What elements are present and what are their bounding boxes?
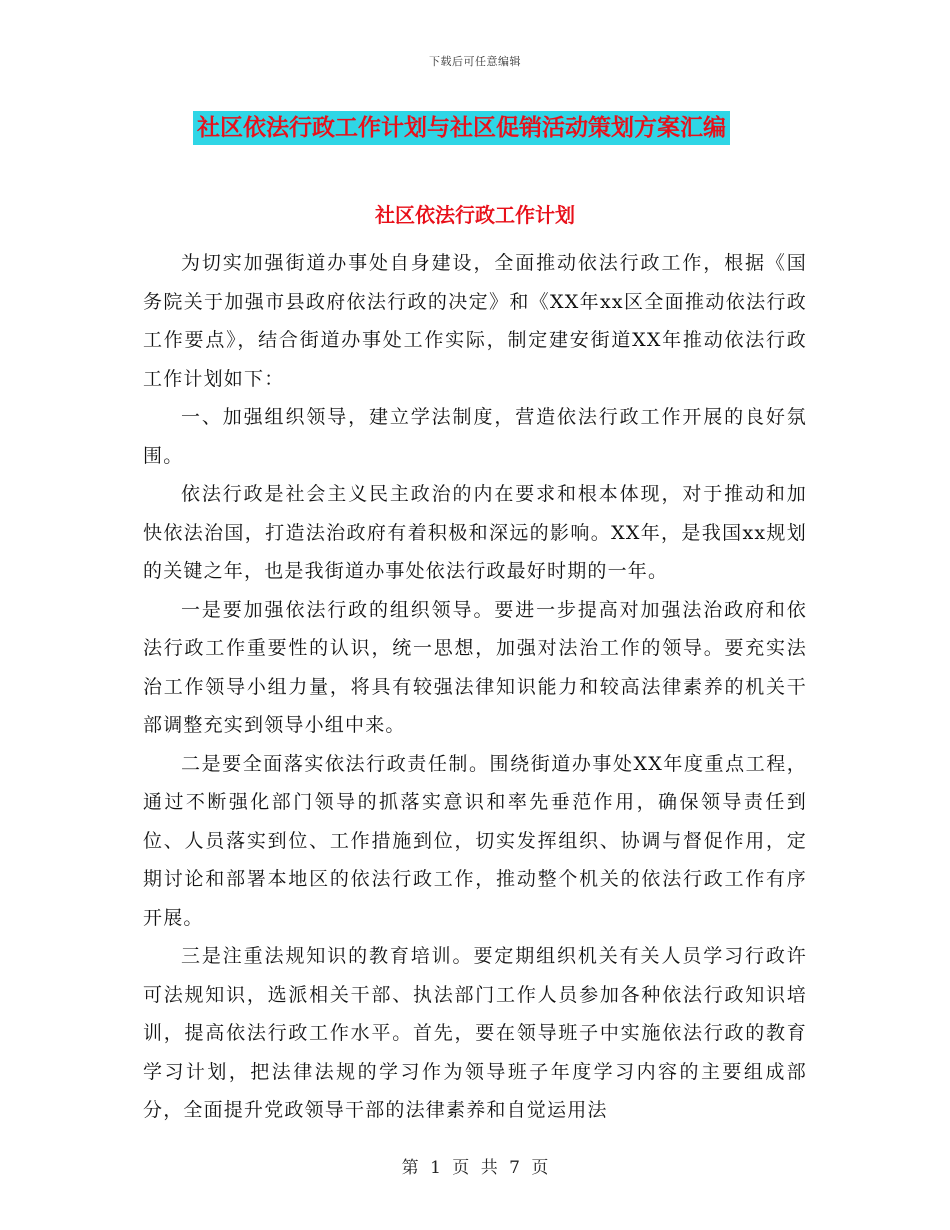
document-body (143, 244, 807, 1130)
paragraph-background: 依法行政是社会主义民主政治的内在要求和根本体现，对于推动和加快依法治国，打造法治政府有着积极和深远的影响。XX年，是我国xx规划的关键之年，也是我街道办事处依法行政最好时期的一年。 (143, 483, 807, 582)
paragraph-intro: 为切实加强街道办事处自身建设，全面推动依法行政工作，根据《国务院关于加强市县政府依法行政的决定》和《XX年xx区全面推动依法行政工作要点》，结合街道办事处工作实际，制定建安街道XX年推动依法行政工作计划如下： (143, 252, 807, 390)
paragraph-point-2: 二是要全面落实依法行政责任制。围绕街道办事处XX年度重点工程，通过不断强化部门领导的抓落实意识和率先垂范作用，确保领导责任到位、人员落实到位、工作措施到位，切实发挥组织、协调与督促作用，定期讨论和部署本地区的依法行政工作，推动整个机关的依法行政工作有序开展。 (143, 752, 807, 929)
paragraph-point-1: 一是要加强依法行政的组织领导。要进一步提高对加强法治政府和依法行政工作重要性的认识，统一思想，加强对法治工作的领导。要充实法治工作领导小组力量，将具有较强法律知识能力和较高法律素养的机关干部调整充实到领导小组中来。 (143, 598, 807, 736)
paragraph-point-3: 三是注重法规知识的教育培训。要定期组织机关有关人员学习行政许可法规知识，选派相关干部、执法部门工作人员参加各种依法行政知识培训，提高依法行政工作水平。首先，要在领导班子中实施依法行政的教育学习计划，把法律法规的学习作为领导班子年度学习内容的主要组成部分，全面提升党政领导干部的法律素养和自觉运用法 (143, 945, 807, 1121)
paragraph-heading-1: 一、加强组织领导，建立学法制度，营造依法行政工作开展的良好氛围。 (143, 406, 807, 467)
header-note: 下载后可任意编辑 (429, 55, 521, 68)
page-footer: 第 1 页 共 7 页 (401, 1158, 549, 1178)
document-title: 社区依法行政工作计划与社区促销活动策划方案汇编 (193, 111, 730, 145)
section-title: 社区依法行政工作计划 (375, 203, 575, 227)
